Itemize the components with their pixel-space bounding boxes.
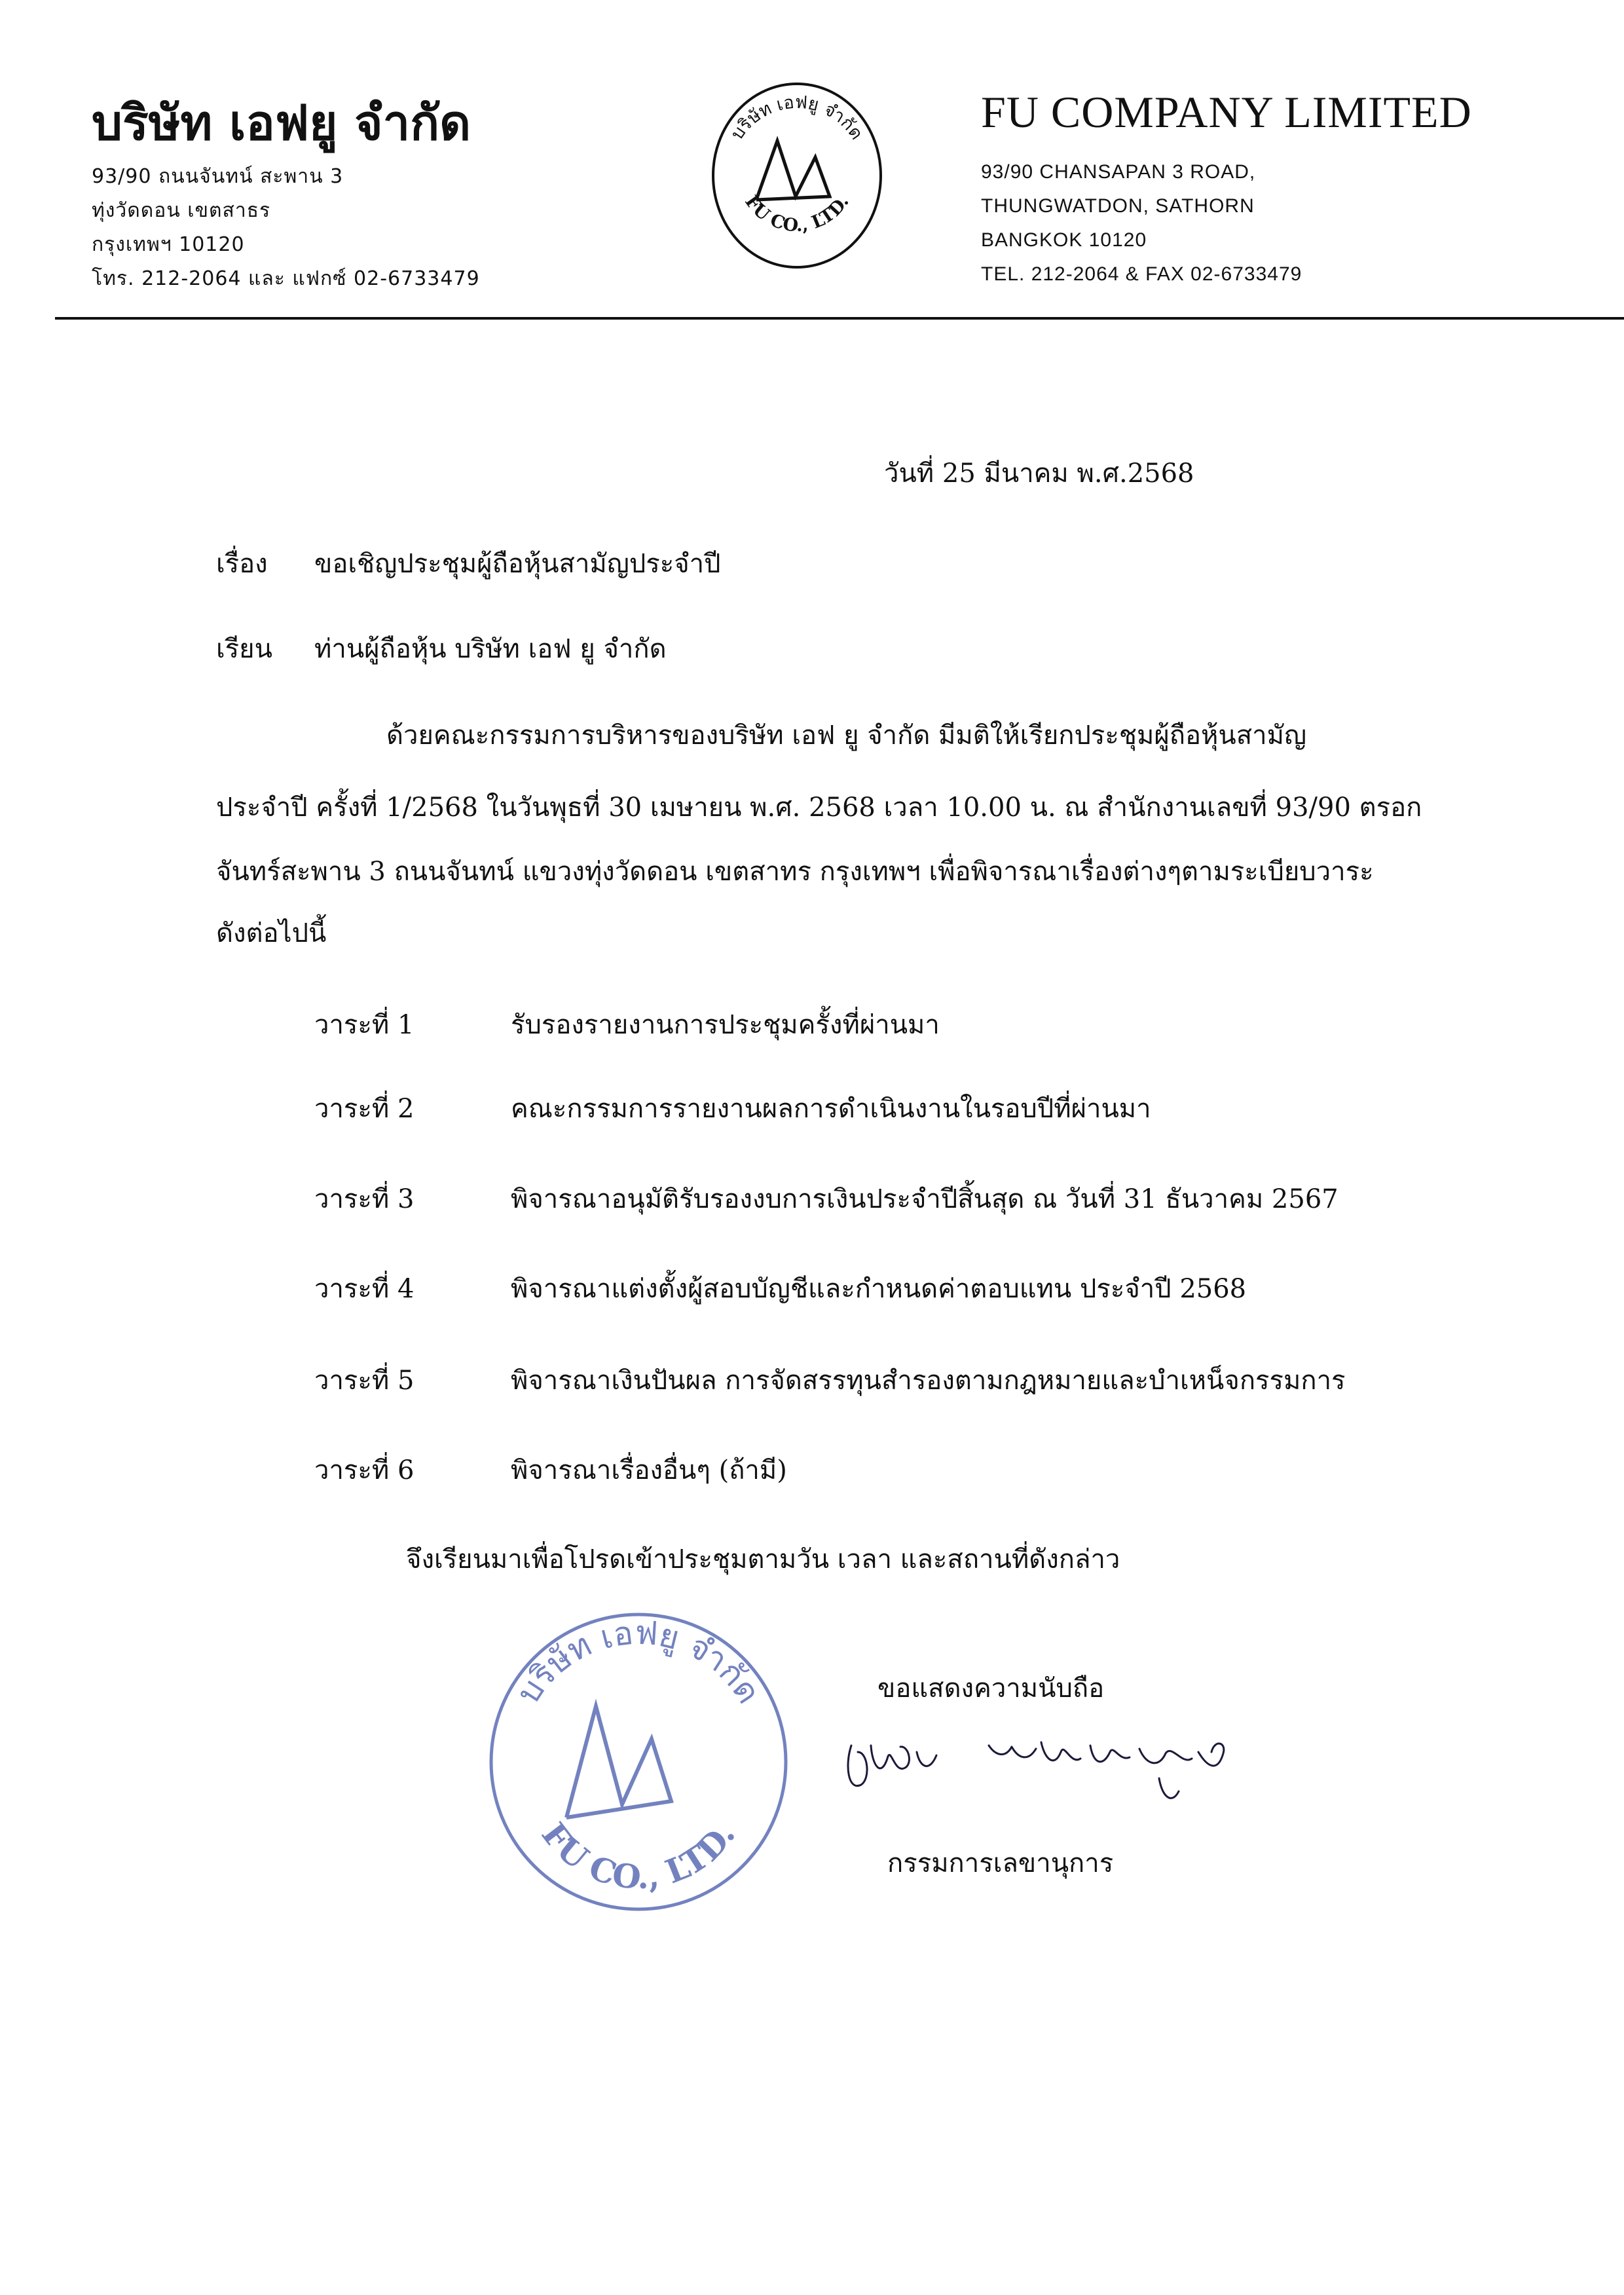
- stamp-text-english: FU CO., LTD.: [534, 1815, 743, 1897]
- agenda-item-5-label: วาระที่ 5: [314, 1366, 415, 1396]
- agenda-item-4-label: วาระที่ 4: [314, 1274, 415, 1304]
- agenda-item-2-text: คณะกรรมการรายงานผลการดำเนินงานในรอบปีที่ผ่านมา: [511, 1094, 1151, 1124]
- signer-title: กรรมการเลขานุการ: [887, 1848, 1114, 1878]
- company-phone-thai: โทร. 212-2064 และ แฟกซ์ 02-6733479: [92, 267, 480, 290]
- logo-text-english: FU CO., LTD.: [741, 192, 853, 236]
- intro-paragraph-line-3: จันทร์สะพาน 3 ถนนจันทน์ แขวงทุ่งวัดดอน เขตสาทร กรุงเทพฯ เพื่อพิจารณาเรื่องต่างๆตามระเบียบวาระ: [216, 857, 1374, 887]
- company-stamp: [475, 1598, 802, 1926]
- company-address-thai-line-2: ทุ่งวัดดอน เขตสาธร: [92, 199, 271, 222]
- company-name-thai: บริษัท เอฟยู จำกัด: [92, 95, 471, 151]
- agenda-item-5-text: พิจารณาเงินปันผล การจัดสรรทุนสำรองตามกฎหมายและบำเหน็จกรรมการ: [511, 1366, 1346, 1396]
- intro-paragraph-line-1: ด้วยคณะกรรมการบริหารของบริษัท เอฟ ยู จำกัด มีมติให้เรียกประชุมผู้ถือหุ้นสามัญ: [386, 720, 1307, 751]
- company-address-english-line-2: THUNGWATDON, SATHORN: [981, 195, 1255, 217]
- subject-text: ขอเชิญประชุมผู้ถือหุ้นสามัญประจำปี: [314, 549, 721, 579]
- agenda-item-2-label: วาระที่ 2: [314, 1094, 415, 1124]
- intro-paragraph-line-2: ประจำปี ครั้งที่ 1/2568 ในวันพุธที่ 30 เมษายน พ.ศ. 2568 เวลา 10.00 น. ณ สำนักงานเลขที่ 93/90 ตรอก: [216, 793, 1422, 823]
- agenda-item-6-label: วาระที่ 6: [314, 1455, 415, 1485]
- stamp-text-thai: บริษัท เอฟยู จำกัด: [509, 1613, 768, 1711]
- agenda-item-6-text: พิจารณาเรื่องอื่นๆ (ถ้ามี): [511, 1455, 787, 1485]
- recipient-text: ท่านผู้ถือหุ้น บริษัท เอฟ ยู จำกัด: [314, 634, 667, 664]
- letterhead-divider: [55, 317, 1624, 320]
- company-name-english: FU COMPANY LIMITED: [981, 87, 1472, 137]
- regards-text: ขอแสดงความนับถือ: [877, 1673, 1105, 1704]
- company-address-english-line-3: BANGKOK 10120: [981, 229, 1147, 251]
- signature: [832, 1706, 1238, 1818]
- company-address-english-line-1: 93/90 CHANSAPAN 3 ROAD,: [981, 161, 1256, 183]
- logo-text-thai: บริษัท เอฟยู จำกัด: [727, 92, 867, 144]
- company-phone-english: TEL. 212-2064 & FAX 02-6733479: [981, 263, 1302, 285]
- agenda-item-3-label: วาระที่ 3: [314, 1184, 415, 1214]
- company-address-thai-line-1: 93/90 ถนนจันทน์ สะพาน 3: [92, 165, 344, 188]
- closing-line: จึงเรียนมาเพื่อโปรดเข้าประชุมตามวัน เวลา และสถานที่ดังกล่าว: [406, 1544, 1120, 1575]
- agenda-item-1-label: วาระที่ 1: [314, 1010, 415, 1040]
- agenda-item-3-text: พิจารณาอนุมัติรับรองงบการเงินประจำปีสิ้นสุด ณ วันที่ 31 ธันวาคม 2567: [511, 1184, 1338, 1214]
- subject-label: เรื่อง: [216, 549, 268, 579]
- intro-paragraph-line-4: ดังต่อไปนี้: [216, 918, 327, 948]
- agenda-item-1-text: รับรองรายงานการประชุมครั้งที่ผ่านมา: [511, 1010, 940, 1040]
- letter-date: วันที่ 25 มีนาคม พ.ศ.2568: [884, 458, 1194, 489]
- company-logo: [704, 65, 891, 282]
- agenda-item-4-text: พิจารณาแต่งตั้งผู้สอบบัญชีและกำหนดค่าตอบแทน ประจำปี 2568: [511, 1274, 1247, 1304]
- company-address-thai-line-3: กรุงเทพฯ 10120: [92, 233, 245, 256]
- recipient-label: เรียน: [216, 634, 272, 664]
